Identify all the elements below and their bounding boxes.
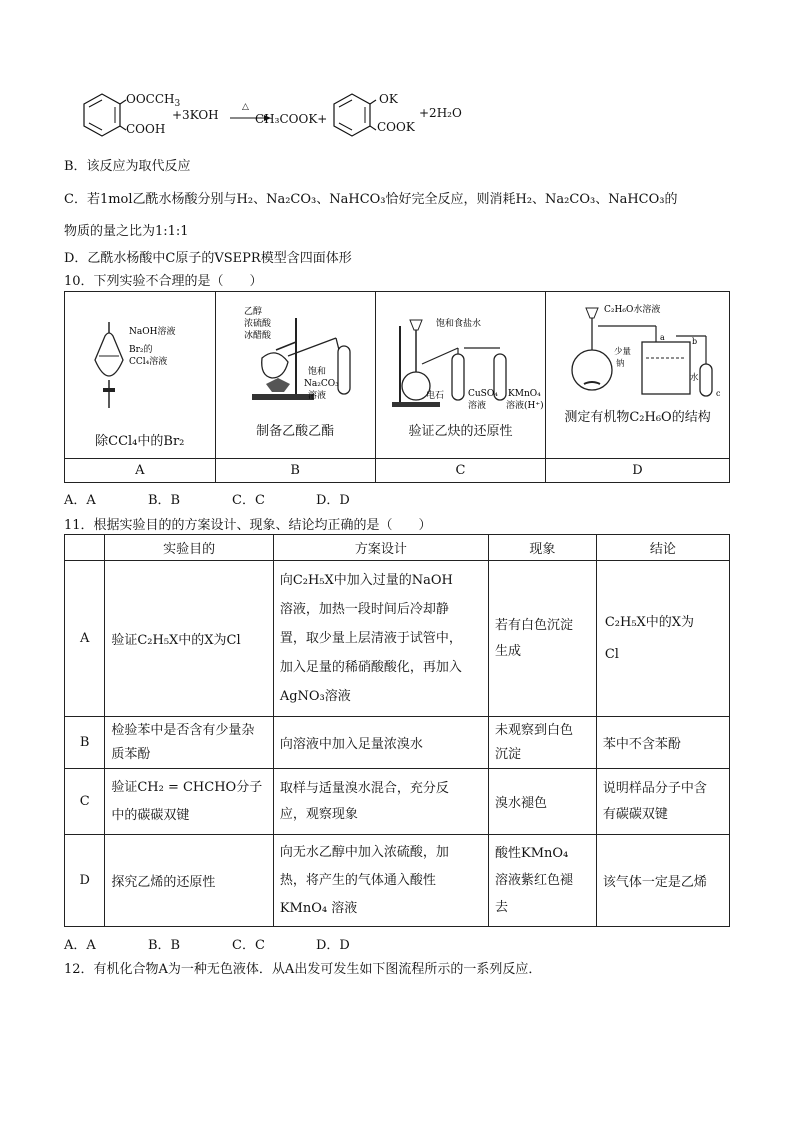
- q11-conclusion: [596, 561, 729, 717]
- q9-option-b: B．该反应为取代反应: [64, 159, 191, 174]
- q10-letter-a: A: [65, 459, 216, 483]
- product-water: +2H₂O: [419, 106, 462, 120]
- q10-caption-c: 验证乙炔的还原性: [408, 424, 513, 439]
- q10-table: [64, 291, 730, 483]
- q11-row-label: B: [65, 717, 105, 769]
- label-solution-c: 溶液: [467, 401, 486, 411]
- q11-choices: [64, 934, 400, 953]
- design-line: 应，观察现象: [279, 806, 358, 822]
- phenomenon-line: 未观察到白色: [495, 722, 574, 738]
- q11-purpose: 验证CH₂ = CHCHO分子中的碳碳双键: [105, 769, 273, 835]
- reaction-equation: [64, 90, 484, 148]
- label-na2co3: Na₂CO₃: [303, 379, 339, 389]
- label-br2: Br₂的: [129, 345, 153, 355]
- label-ethanol: 乙醇: [243, 307, 262, 317]
- q11-header-phenomenon: 现象: [489, 535, 597, 561]
- koh-reagent: +3KOH: [172, 108, 219, 122]
- q11-conclusion: 该气体一定是乙烯: [596, 835, 729, 927]
- label-port-a: a: [660, 333, 665, 342]
- q10-cell-a: [65, 292, 216, 459]
- label-h2so4: 浓硫酸: [243, 319, 271, 329]
- label-c2h6o-solution: C₂H₆O水溶液: [604, 305, 661, 315]
- acetylene-apparatus-figure: [376, 298, 546, 418]
- q11-header-blank: [65, 535, 105, 561]
- label-ccl4: CCl₄溶液: [129, 357, 168, 367]
- conclusion-line: C₂H₅X中的X为: [604, 614, 695, 630]
- q9-option-c-line1: C．若1mol乙酰水杨酸分别与H₂、Na₂CO₃、NaHCO₃恰好完全反应，则消耗H₂、Na₂CO₃、NaHCO₃的: [64, 192, 678, 207]
- q9-option-d: D．乙酰水杨酸中C原子的VSEPR模型含四面体形: [64, 251, 352, 266]
- q11-purpose: 检验苯中是否含有少量杂质苯酚: [105, 717, 273, 769]
- q11-row-label: C: [65, 769, 105, 835]
- q10-choice-b[interactable]: B．B: [148, 493, 181, 508]
- product-acetate: CH₃COOK+: [255, 112, 328, 126]
- phenomenon-line: 去: [495, 900, 509, 915]
- q11-phenomenon: 溴水褪色: [489, 769, 597, 835]
- label-calcium-carbide: 电石: [425, 391, 444, 401]
- q11-row-d: [65, 835, 730, 927]
- q10-choice-c[interactable]: C．C: [232, 493, 265, 508]
- design-line: 溶液，加热一段时间后冷却静: [279, 602, 449, 617]
- q11-row-a: [65, 561, 730, 717]
- q11-table: [64, 534, 730, 927]
- conclusion-line: Cl: [604, 646, 619, 662]
- label-water: 水: [690, 373, 699, 383]
- q10-stem: 10．下列实验不合理的是（ ）: [64, 274, 263, 289]
- q11-header-purpose: 实验目的: [105, 535, 273, 561]
- q11-choice-d[interactable]: D．D: [316, 938, 350, 953]
- reactant-top-group: $OOCCH_3$: [126, 92, 181, 109]
- q10-cell-b: [215, 292, 375, 459]
- q10-letter-d: D: [546, 459, 730, 483]
- q10-caption-d: 测定有机物C₂H₆O的结构: [564, 410, 711, 425]
- q11-header-design: 方案设计: [273, 535, 488, 561]
- label-brine: 饱和食盐水: [435, 319, 481, 329]
- q10-letter-b: B: [215, 459, 375, 483]
- q11-design: [273, 835, 488, 927]
- q11-purpose: 验证C₂H₅X中的X为Cl: [105, 561, 273, 717]
- q10-choice-d[interactable]: D．D: [316, 493, 350, 508]
- design-line: 向无水乙醇中加入浓硫酸，加: [279, 844, 449, 860]
- label-cuso4: CuSO₄: [467, 389, 498, 399]
- conclusion-line: 有碳碳双键: [602, 806, 668, 822]
- q11-design: 向溶液中加入足量浓溴水: [273, 717, 488, 769]
- q11-conclusion: 苯中不含苯酚: [596, 717, 729, 769]
- q10-caption-b: 制备乙酸乙酯: [256, 424, 335, 439]
- phenomenon-line: 沉淀: [495, 746, 522, 762]
- design-line: 置，取少量上层清液于试管中，: [279, 631, 462, 646]
- design-line: 热，将产生的气体通入酸性: [279, 872, 436, 888]
- label-acetic-acid: 冰醋酸: [243, 331, 271, 341]
- q10-cell-d: [546, 292, 730, 459]
- phenomenon-line: 生成: [495, 643, 522, 659]
- q11-row-label: A: [65, 561, 105, 717]
- q9-option-c-line2: 物质的量之比为1:1:1: [64, 224, 189, 239]
- q10-caption-a: 除CCl₄中的Br₂: [95, 434, 185, 449]
- label-sodium: 钠: [616, 359, 625, 369]
- q11-choice-b[interactable]: B．B: [148, 938, 181, 953]
- phenomenon-line: 若有白色沉淀: [495, 617, 574, 633]
- q10-choices: [64, 489, 400, 508]
- q11-design: [273, 561, 488, 717]
- conclusion-line: 说明样品分子中含: [602, 780, 707, 796]
- separatory-funnel-figure: [65, 300, 215, 420]
- q11-choice-c[interactable]: C．C: [232, 938, 265, 953]
- label-acid-solution: 溶液(H⁺): [505, 401, 544, 411]
- product-cook-group: COOK: [377, 120, 415, 134]
- heat-symbol: △: [242, 102, 249, 112]
- q11-stem: 11．根据实验目的的方案设计、现象、结论均正确的是（ ）: [64, 518, 432, 533]
- q12-stem: 12．有机化合物A为一种无色液体．从A出发可发生如下图流程所示的一系列反应．: [64, 962, 542, 977]
- q11-phenomenon: [489, 561, 597, 717]
- label-solution-b: 溶液: [307, 391, 326, 401]
- design-line: KMnO₄ 溶液: [279, 900, 358, 916]
- product-ok-group: OK: [379, 92, 398, 106]
- design-line: AgNO₃溶液: [279, 689, 351, 704]
- q11-choice-a[interactable]: A．A: [64, 938, 96, 953]
- label-small-amount: 少量: [614, 347, 632, 357]
- q11-design: [273, 769, 488, 835]
- q11-row-b: [65, 717, 730, 769]
- q10-cell-c: [375, 292, 545, 459]
- label-naoh: NaOH溶液: [129, 327, 176, 337]
- q11-phenomenon: [489, 717, 597, 769]
- q11-conclusion: [596, 769, 729, 835]
- q11-header-conclusion: 结论: [596, 535, 729, 561]
- q11-row-label: D: [65, 835, 105, 927]
- design-line: 加入足量的稀硝酸酸化，再加入: [279, 660, 462, 675]
- label-port-b: b: [692, 337, 698, 346]
- structure-apparatus-figure: [546, 296, 730, 406]
- label-saturated: 饱和: [307, 367, 326, 377]
- q11-phenomenon: [489, 835, 597, 927]
- phenomenon-line: 酸性KMnO₄: [495, 846, 569, 861]
- reactant-bottom-group: COOH: [126, 122, 166, 136]
- ester-apparatus-figure: [216, 298, 376, 418]
- design-line: 向C₂H₅X中加入过量的NaOH: [279, 573, 453, 588]
- label-port-c: c: [716, 389, 721, 398]
- q11-row-c: [65, 769, 730, 835]
- q10-choice-a[interactable]: A．A: [64, 493, 96, 508]
- q10-letter-c: C: [375, 459, 545, 483]
- phenomenon-line: 溶液紫红色褪: [495, 873, 574, 888]
- q11-purpose: 探究乙烯的还原性: [105, 835, 273, 927]
- label-kmno4: KMnO₄: [507, 389, 541, 399]
- design-line: 取样与适量溴水混合，充分反: [279, 780, 449, 796]
